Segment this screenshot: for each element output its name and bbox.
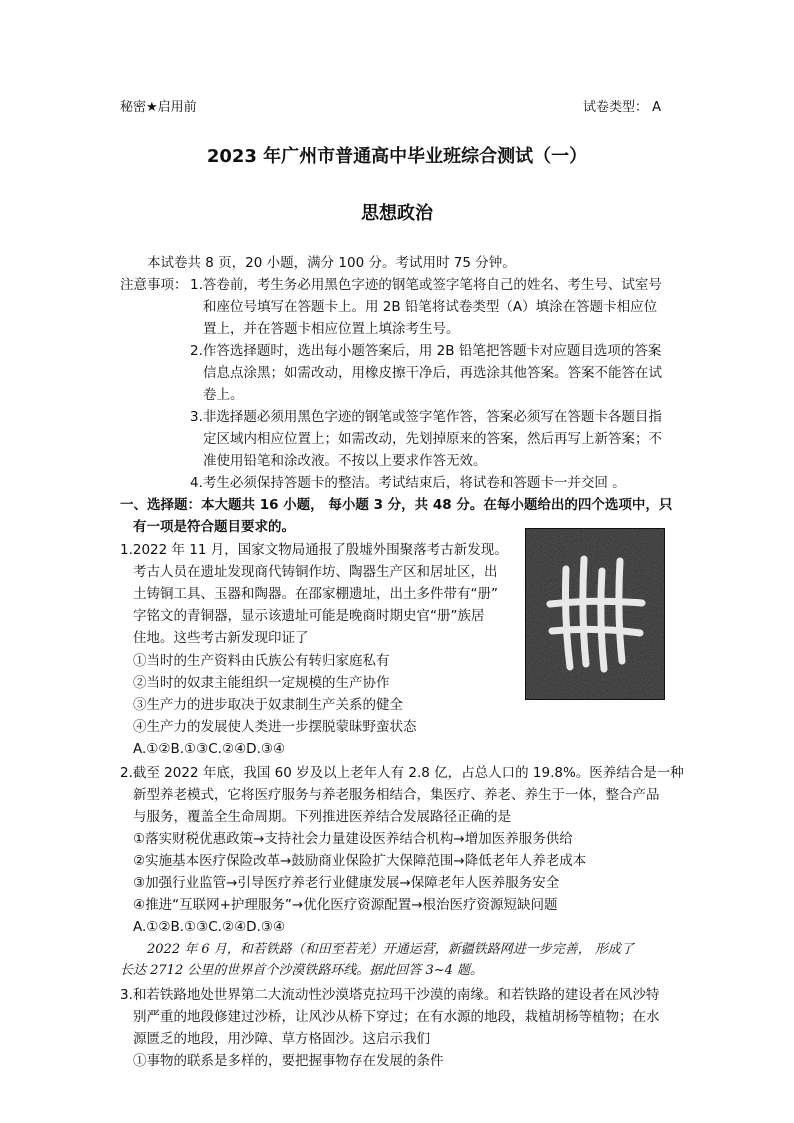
note-line: 和座位号填写在答题卡上。用 2B 铅笔将试卷类型（A）填涂在答题卡相应位	[203, 299, 658, 315]
material-text: 2022 年 6 月，和若铁路（和田至若羌）开通运营，新疆铁路网进一步完善， 形成了	[147, 942, 634, 957]
note-line: 2.作答选择题时，选出每小题答案后，用 2B 铅笔把答题卡对应题目选项的答案	[190, 343, 662, 359]
question-2-option: ①落实财税优惠政策→支持社会力量建设医养结合机构→增加医养服务供给	[133, 831, 573, 847]
question-3-option: ①事物的联系是多样的，要把握事物存在发展的条件	[133, 1053, 444, 1069]
question-1-text: 1.2022 年 11 月，国家文物局通报了殷墟外围聚落考古新发现。	[120, 542, 508, 558]
question-3-text: 源匮乏的地段，用沙障、草方格固沙。这启示我们	[133, 1031, 430, 1047]
question-1-text: 字铭文的青铜器，显示该遗址可能是晚商时期史官“册”族居	[133, 608, 485, 624]
question-1-option: ③生产力的进步取决于奴隶制生产关系的健全	[133, 697, 403, 713]
note-line: 定区域内相应位置上；如需改动，先划掉原来的答案，然后再写上新答案；不	[203, 431, 662, 447]
note-line: 1.答卷前，考生务必用黑色字迹的钢笔或签字笔将自己的姓名、考生号、试室号	[190, 277, 662, 293]
question-2-option: ③加强行业监管→引导医疗养老行业健康发展→保障老年人医养服务安全	[133, 875, 560, 891]
note-line: 置上，并在答题卡相应位置上填涂考生号。	[203, 321, 460, 337]
section-heading: 一、选择题：本大题共 16 小题， 每小题 3 分，共 48 分。在每小题给出的四个选项中，只	[120, 497, 673, 513]
material-text: 长达 2712 公里的世界首个沙漠铁路环线。据此回答 3~4 题。	[120, 963, 484, 978]
question-3-text: 别严重的地段修建过沙桥，让风沙从桥下穿过；在有水源的地段，栽植胡杨等植物；在水	[133, 1009, 660, 1025]
note-line: 卷上。	[203, 387, 244, 403]
question-2-choices: A.①②B.①③C.②④D.③④	[133, 919, 286, 935]
question-1-text: 土铸铜工具、玉器和陶器。在邵家棚遗址，出土多件带有“册”	[133, 586, 498, 602]
note-line: 信息点涂黑；如需改动，用橡皮擦干净后，再选涂其他答案。答案不能答在试	[203, 365, 662, 381]
question-1-option: ④生产力的发展使人类进一步摆脱蒙昧野蛮状态	[133, 719, 417, 735]
subject-title: 思想政治	[361, 203, 433, 224]
bronze-inscription-image	[525, 528, 665, 700]
confidential-label: 秘密★启用前	[120, 100, 197, 115]
question-1-choices: A.①②B.①③C.②④D.③④	[133, 741, 286, 757]
question-2-option: ④推进“互联网+护理服务”→优化医疗资源配置→根治医疗资源短缺问题	[133, 897, 558, 913]
paper-type-label: 试卷类型： A	[583, 100, 662, 115]
question-1-option: ①当时的生产资料由氏族公有转归家庭私有	[133, 653, 390, 669]
note-line: 准使用铅笔和涂改液。不按以上要求作答无效。	[203, 453, 487, 469]
notes-label: 注意事项：	[120, 277, 188, 293]
question-2-text: 2.截至 2022 年底，我国 60 岁及以上老年人有 2.8 亿，占总人口的 19.8%。医养结合是一种	[120, 765, 684, 781]
ce-character-icon	[526, 529, 664, 699]
question-2-option: ②实施基本医疗保险改革→鼓励商业保险扩大保障范围→降低老年人养老成本	[133, 853, 587, 869]
exam-intro: 本试卷共 8 页，20 小题，满分 100 分。考试用时 75 分钟。	[147, 255, 516, 271]
question-1-option: ②当时的奴隶主能组织一定规模的生产协作	[133, 675, 390, 691]
question-1-text: 住地。这些考古新发现印证了	[133, 630, 309, 646]
section-heading: 有一项是符合题目要求的。	[133, 519, 295, 535]
question-2-text: 新型养老模式，它将医疗服务与养老服务相结合，集医疗、养老、养生于一体，整合产品	[133, 787, 660, 803]
question-3-text: 3.和若铁路地处世界第二大流动性沙漠塔克拉玛干沙漠的南缘。和若铁路的建设者在风沙特	[120, 987, 660, 1003]
note-line: 3.非选择题必须用黑色字迹的钢笔或签字笔作答，答案必须写在答题卡各题目指	[190, 409, 662, 425]
note-line: 4.考生必须保持答题卡的整洁。考试结束后，将试卷和答题卡一并交回 。	[190, 475, 626, 491]
exam-title: 2023 年广州市普通高中毕业班综合测试（一）	[206, 146, 588, 167]
question-2-text: 与服务，覆盖全生命周期。下列推进医养结合发展路径正确的是	[133, 809, 511, 825]
question-1-text: 考古人员在遗址发现商代铸铜作坊、陶器生产区和居址区，出	[133, 564, 498, 580]
